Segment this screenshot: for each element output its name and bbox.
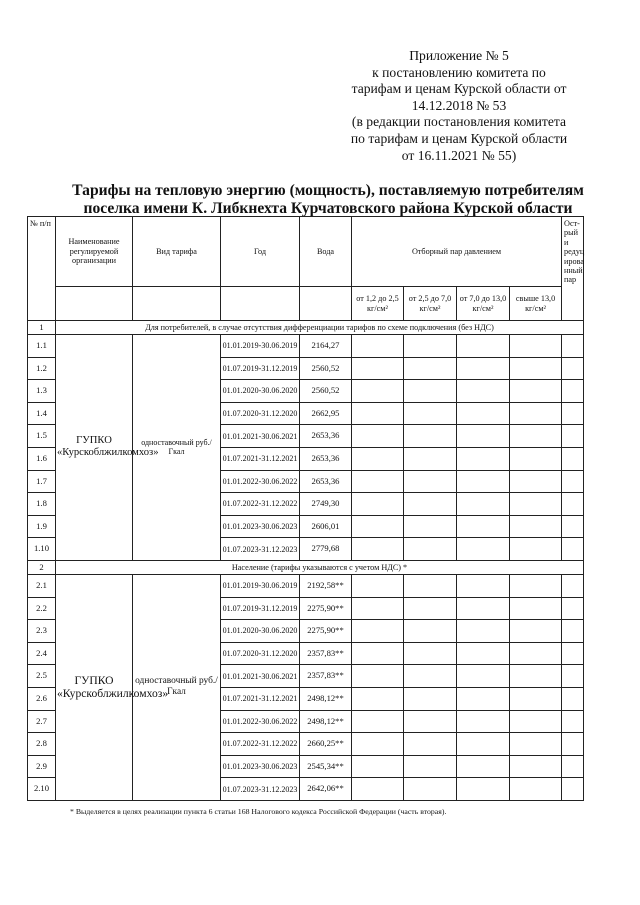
period-cell: 01.01.2022-30.06.2022 [221, 470, 300, 493]
header-row [28, 217, 584, 287]
period-cell: 01.01.2023-30.06.2023 [221, 755, 300, 778]
empty-cell [510, 357, 562, 380]
row-num: 1.8 [28, 493, 56, 516]
empty-cell [404, 538, 457, 561]
period-cell: 01.01.2019-30.06.2019 [221, 574, 300, 597]
empty-cell [510, 402, 562, 425]
appendix-line: 14.12.2018 № 53 [411, 97, 507, 113]
empty-cell [404, 402, 457, 425]
water-value: 2275,90** [300, 597, 352, 620]
empty-cell [404, 515, 457, 538]
empty-cell [352, 538, 404, 561]
empty-cell [510, 447, 562, 470]
empty-cell [510, 665, 562, 688]
empty-cell [352, 620, 404, 643]
row-num: 1.6 [28, 447, 56, 470]
appendix-line: по тарифам и ценам Курской области [350, 130, 568, 146]
empty-cell [510, 335, 562, 358]
header-type: Вид тарифа [133, 217, 221, 287]
tariff-type: одноставочный руб./Гкал [133, 335, 221, 561]
subheader-empty [56, 287, 133, 321]
water-value: 2275,90** [300, 620, 352, 643]
empty-cell [562, 470, 584, 493]
subheader-row [28, 287, 584, 321]
empty-cell [352, 335, 404, 358]
empty-cell [510, 597, 562, 620]
empty-cell [457, 710, 510, 733]
empty-cell [404, 642, 457, 665]
empty-cell [352, 778, 404, 801]
empty-cell [510, 733, 562, 756]
header-pressure-2: от 2,5 до 7,0 кг/см² [404, 287, 457, 321]
subheader-empty [300, 287, 352, 321]
section-num: 1 [28, 321, 56, 335]
row-num: 2.7 [28, 710, 56, 733]
empty-cell [352, 470, 404, 493]
row-num: 2.1 [28, 574, 56, 597]
empty-cell [457, 425, 510, 448]
empty-cell [457, 778, 510, 801]
empty-cell [510, 493, 562, 516]
empty-cell [562, 620, 584, 643]
section-label: Для потребителей, в случае отсутствия дифференциации тарифов по схеме подключения (без НДС) [56, 321, 584, 335]
header-pressure-1: от 1,2 до 2,5 кг/см² [352, 287, 404, 321]
empty-cell [352, 425, 404, 448]
empty-cell [457, 357, 510, 380]
empty-cell [510, 380, 562, 403]
empty-cell [404, 425, 457, 448]
row-num: 2.2 [28, 597, 56, 620]
empty-cell [404, 597, 457, 620]
empty-cell [404, 710, 457, 733]
row-num: 2.10 [28, 778, 56, 801]
empty-cell [562, 597, 584, 620]
water-value: 2653,36 [300, 425, 352, 448]
water-value: 2560,52 [300, 357, 352, 380]
empty-cell [457, 538, 510, 561]
header-sharp-steam: Ост-рый и редуц ирова нный пар [562, 217, 584, 321]
table-row [28, 335, 584, 358]
period-cell: 01.01.2020-30.06.2020 [221, 620, 300, 643]
row-num: 2.4 [28, 642, 56, 665]
empty-cell [457, 515, 510, 538]
row-num: 1.9 [28, 515, 56, 538]
water-value: 2749,30 [300, 493, 352, 516]
table-row [28, 574, 584, 597]
row-num: 2.8 [28, 733, 56, 756]
empty-cell [404, 665, 457, 688]
section-num: 2 [28, 560, 56, 574]
period-cell: 01.07.2019-31.12.2019 [221, 357, 300, 380]
empty-cell [404, 357, 457, 380]
empty-cell [562, 447, 584, 470]
empty-cell [457, 574, 510, 597]
empty-cell [562, 402, 584, 425]
water-value: 2779,68 [300, 538, 352, 561]
empty-cell [510, 642, 562, 665]
document-title [40, 182, 616, 218]
empty-cell [562, 515, 584, 538]
subheader-empty [221, 287, 300, 321]
tariff-type: одноставочный руб./Гкал [133, 574, 221, 800]
footnote: * Выделяется в целях реализации пункта 6 статьи 168 Налогового кодекса Российской Федерации (часть вторая). [70, 807, 447, 816]
empty-cell [562, 642, 584, 665]
row-num: 2.9 [28, 755, 56, 778]
empty-cell [352, 357, 404, 380]
empty-cell [404, 733, 457, 756]
water-value: 2498,12** [300, 687, 352, 710]
empty-cell [352, 755, 404, 778]
empty-cell [562, 380, 584, 403]
empty-cell [352, 665, 404, 688]
period-cell: 01.01.2021-30.06.2021 [221, 665, 300, 688]
row-num: 1.10 [28, 538, 56, 561]
empty-cell [457, 665, 510, 688]
empty-cell [510, 574, 562, 597]
header-org: Наименование регулируемой организации [56, 217, 133, 287]
empty-cell [404, 493, 457, 516]
period-cell: 01.07.2021-31.12.2021 [221, 447, 300, 470]
empty-cell [562, 538, 584, 561]
header-year: Год [221, 217, 300, 287]
section-row [28, 560, 584, 574]
period-cell: 01.07.2022-31.12.2022 [221, 493, 300, 516]
empty-cell [457, 493, 510, 516]
empty-cell [352, 402, 404, 425]
water-value: 2357,83** [300, 665, 352, 688]
water-value: 2653,36 [300, 470, 352, 493]
period-cell: 01.07.2020-31.12.2020 [221, 402, 300, 425]
period-cell: 01.07.2020-31.12.2020 [221, 642, 300, 665]
row-num: 2.6 [28, 687, 56, 710]
empty-cell [457, 447, 510, 470]
empty-cell [562, 335, 584, 358]
empty-cell [457, 597, 510, 620]
section-row [28, 321, 584, 335]
empty-cell [510, 620, 562, 643]
period-cell: 01.01.2019-30.06.2019 [221, 335, 300, 358]
row-num: 2.5 [28, 665, 56, 688]
empty-cell [510, 687, 562, 710]
row-num: 1.7 [28, 470, 56, 493]
appendix-line: от 16.11.2021 № 55) [401, 147, 517, 163]
empty-cell [510, 515, 562, 538]
appendix-header [328, 48, 590, 164]
empty-cell [404, 687, 457, 710]
empty-cell [510, 755, 562, 778]
empty-cell [352, 710, 404, 733]
period-cell: 01.07.2023-31.12.2023 [221, 778, 300, 801]
period-cell: 01.01.2021-30.06.2021 [221, 425, 300, 448]
tariff-table [27, 216, 584, 801]
empty-cell [562, 357, 584, 380]
water-value: 2653,36 [300, 447, 352, 470]
empty-cell [457, 470, 510, 493]
empty-cell [404, 755, 457, 778]
empty-cell [562, 710, 584, 733]
period-cell: 01.07.2019-31.12.2019 [221, 597, 300, 620]
empty-cell [562, 665, 584, 688]
empty-cell [457, 402, 510, 425]
water-value: 2545,34** [300, 755, 352, 778]
empty-cell [352, 733, 404, 756]
period-cell: 01.07.2023-31.12.2023 [221, 538, 300, 561]
empty-cell [352, 515, 404, 538]
empty-cell [562, 574, 584, 597]
header-water: Вода [300, 217, 352, 287]
organization-name: ГУПКО «Курскоблжилкомхоз» [56, 335, 133, 561]
period-cell: 01.01.2023-30.06.2023 [221, 515, 300, 538]
water-value: 2642,06** [300, 778, 352, 801]
row-num: 2.3 [28, 620, 56, 643]
empty-cell [404, 778, 457, 801]
empty-cell [404, 620, 457, 643]
row-num: 1.1 [28, 335, 56, 358]
title-line: поселка имени К. Либкнехта Курчатовского района Курской области [83, 200, 573, 217]
empty-cell [510, 778, 562, 801]
organization-name: ГУПКО «Курскоблжилкомхоз» [56, 574, 133, 800]
empty-cell [404, 380, 457, 403]
appendix-line: к постановлению комитета по [372, 64, 546, 80]
period-cell: 01.07.2021-31.12.2021 [221, 687, 300, 710]
empty-cell [352, 597, 404, 620]
empty-cell [457, 642, 510, 665]
water-value: 2357,83** [300, 642, 352, 665]
empty-cell [457, 687, 510, 710]
header-num: № п/п [28, 217, 56, 321]
water-value: 2660,25** [300, 733, 352, 756]
empty-cell [404, 335, 457, 358]
water-value: 2498,12** [300, 710, 352, 733]
empty-cell [562, 687, 584, 710]
empty-cell [404, 574, 457, 597]
water-value: 2192,58** [300, 574, 352, 597]
empty-cell [562, 733, 584, 756]
empty-cell [457, 380, 510, 403]
empty-cell [352, 642, 404, 665]
empty-cell [352, 687, 404, 710]
empty-cell [562, 778, 584, 801]
empty-cell [352, 380, 404, 403]
title-line: Тарифы на тепловую энергию (мощность), поставляемую потребителям [72, 182, 584, 199]
period-cell: 01.01.2022-30.06.2022 [221, 710, 300, 733]
row-num: 1.5 [28, 425, 56, 448]
appendix-line: Приложение № 5 [409, 48, 509, 63]
empty-cell [457, 620, 510, 643]
empty-cell [510, 710, 562, 733]
appendix-line: тарифам и ценам Курской области от [351, 81, 567, 97]
empty-cell [404, 447, 457, 470]
water-value: 2164,27 [300, 335, 352, 358]
row-num: 1.2 [28, 357, 56, 380]
empty-cell [352, 493, 404, 516]
empty-cell [510, 538, 562, 561]
empty-cell [457, 755, 510, 778]
header-steam: Отборный пар давлением [352, 217, 562, 287]
empty-cell [510, 470, 562, 493]
empty-cell [510, 425, 562, 448]
header-pressure-3: от 7,0 до 13,0 кг/см² [457, 287, 510, 321]
appendix-line: (в редакции постановления комитета [351, 114, 567, 130]
empty-cell [352, 447, 404, 470]
water-value: 2662,95 [300, 402, 352, 425]
empty-cell [352, 574, 404, 597]
empty-cell [562, 755, 584, 778]
section-label: Население (тарифы указываются с учетом НДС) * [56, 560, 584, 574]
subheader-empty [133, 287, 221, 321]
empty-cell [457, 733, 510, 756]
water-value: 2560,52 [300, 380, 352, 403]
empty-cell [562, 493, 584, 516]
period-cell: 01.01.2020-30.06.2020 [221, 380, 300, 403]
water-value: 2606,01 [300, 515, 352, 538]
empty-cell [457, 335, 510, 358]
empty-cell [404, 470, 457, 493]
row-num: 1.4 [28, 402, 56, 425]
empty-cell [562, 425, 584, 448]
row-num: 1.3 [28, 380, 56, 403]
period-cell: 01.07.2022-31.12.2022 [221, 733, 300, 756]
header-pressure-4: свыше 13,0 кг/см² [510, 287, 562, 321]
